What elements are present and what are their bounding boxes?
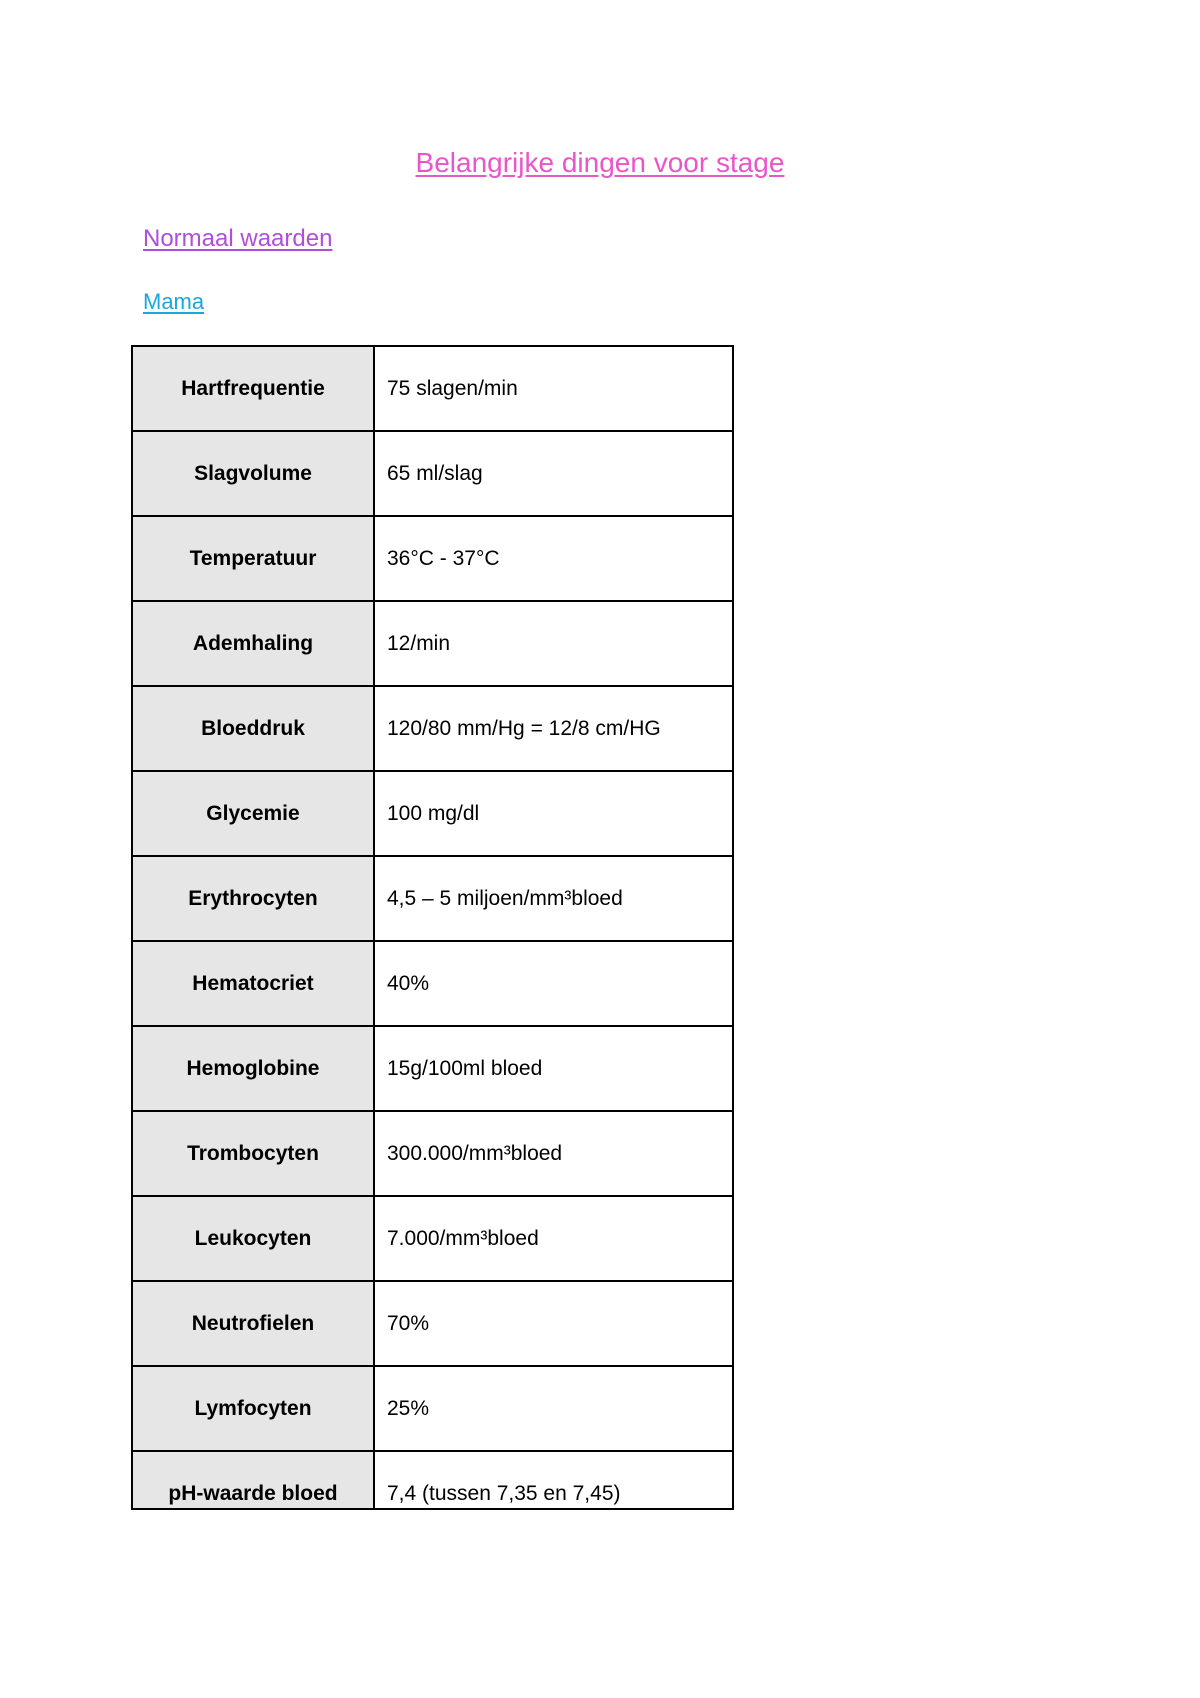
parameter-label: Neutrofielen xyxy=(132,1281,374,1366)
parameter-value: 300.000/mm³bloed xyxy=(374,1111,733,1196)
sub-heading-mother: Mama xyxy=(143,289,205,314)
parameter-label: Hemoglobine xyxy=(132,1026,374,1111)
table-row xyxy=(132,346,733,431)
table-row xyxy=(132,1366,733,1451)
table-row xyxy=(132,1451,733,1509)
parameter-value: 25% xyxy=(374,1366,733,1451)
table-row xyxy=(132,941,733,1026)
parameter-label: Erythrocyten xyxy=(132,856,374,941)
parameter-value: 75 slagen/min xyxy=(374,346,733,431)
table-row xyxy=(132,516,733,601)
parameter-value: 120/80 mm/Hg = 12/8 cm/HG xyxy=(374,686,733,771)
table-row xyxy=(132,1281,733,1366)
parameter-label: Temperatuur xyxy=(132,516,374,601)
table-row xyxy=(132,686,733,771)
section-heading-normal-values: Normaal waarden xyxy=(143,225,333,252)
table-row xyxy=(132,431,733,516)
parameter-value: 15g/100ml bloed xyxy=(374,1026,733,1111)
parameter-label: Hartfrequentie xyxy=(132,346,374,431)
parameter-label: Ademhaling xyxy=(132,601,374,686)
table-row xyxy=(132,1026,733,1111)
table-row xyxy=(132,1196,733,1281)
parameter-label: Glycemie xyxy=(132,771,374,856)
parameter-label: Lymfocyten xyxy=(132,1366,374,1451)
parameter-value: 36°C - 37°C xyxy=(374,516,733,601)
parameter-value: 100 mg/dl xyxy=(374,771,733,856)
parameter-label: Leukocyten xyxy=(132,1196,374,1281)
parameter-value: 40% xyxy=(374,941,733,1026)
table-row xyxy=(132,601,733,686)
parameter-value: 12/min xyxy=(374,601,733,686)
parameter-label: Bloeddruk xyxy=(132,686,374,771)
parameter-label: Hematocriet xyxy=(132,941,374,1026)
document-title: Belangrijke dingen voor stage xyxy=(415,147,785,178)
parameter-value: 65 ml/slag xyxy=(374,431,733,516)
parameter-value: 70% xyxy=(374,1281,733,1366)
table-row xyxy=(132,1111,733,1196)
parameter-value: 7.000/mm³bloed xyxy=(374,1196,733,1281)
parameter-label: Trombocyten xyxy=(132,1111,374,1196)
parameter-label: pH-waarde bloed xyxy=(132,1451,374,1509)
normal-values-table xyxy=(131,345,734,1510)
table-row xyxy=(132,771,733,856)
table-row xyxy=(132,856,733,941)
parameter-value: 4,5 – 5 miljoen/mm³bloed xyxy=(374,856,733,941)
parameter-value: 7,4 (tussen 7,35 en 7,45) xyxy=(374,1451,733,1509)
parameter-label: Slagvolume xyxy=(132,431,374,516)
